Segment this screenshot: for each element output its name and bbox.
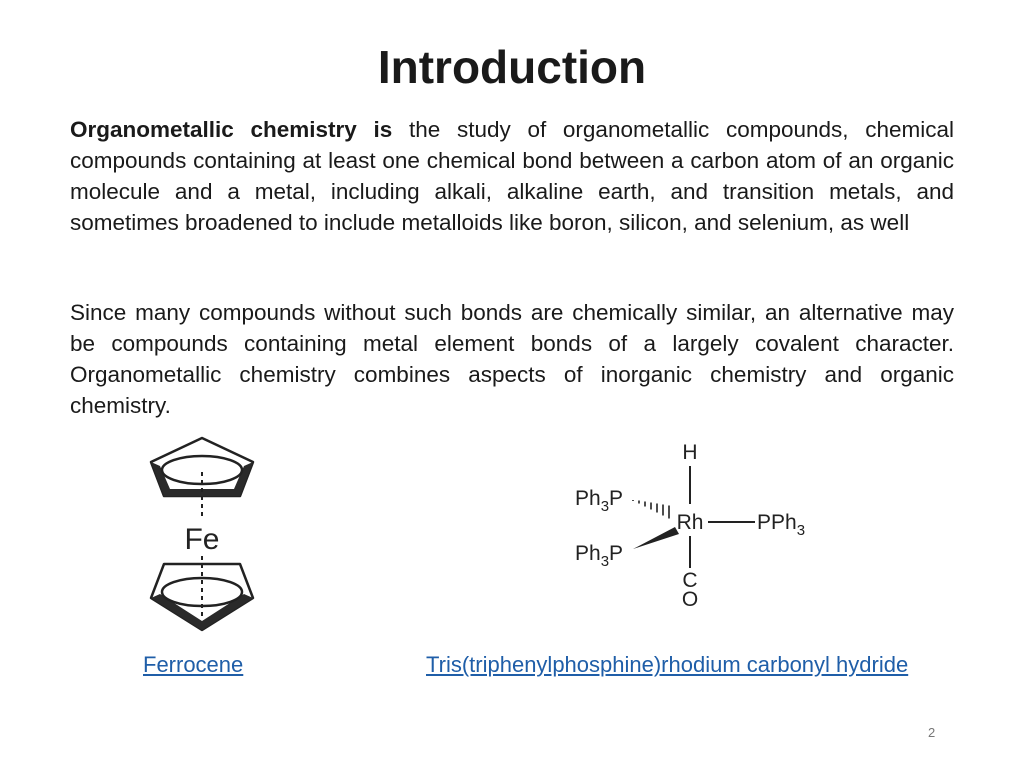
solid-wedge-bond (633, 527, 679, 549)
rhodium-label: Rh (676, 511, 704, 534)
ferrocene-link[interactable]: Ferrocene (143, 652, 244, 677)
intro-paragraph-body: the study of organometallic compounds, chemical compounds containing at least one chemical bond between a carbon atom of an organic molecule and a metal, including alkali, alkaline earth, and transition metals, and sometimes broadened to include metalloids like boron, silicon, and selenium, as well (70, 117, 954, 235)
rhodium-complex-link[interactable]: Tris(triphenylphosphine)rhodium carbonyl hydride (426, 652, 909, 677)
pph3-upper-label: $Ph_3P$ (575, 487, 624, 515)
hashed-wedge-bond (633, 500, 669, 519)
cyclopentadienyl-ring-top (151, 438, 253, 496)
carbon-label: C (682, 569, 698, 592)
ferrocene-structure (140, 432, 265, 637)
page-number: 2 (928, 725, 936, 740)
intro-paragraph (70, 114, 954, 238)
pph3-right-label: PPh$_3$ (757, 511, 806, 539)
hydride-label: H (682, 441, 698, 464)
iron-atom-label: Fe (184, 523, 220, 556)
oxygen-label: O (681, 588, 699, 611)
alternative-definition-paragraph: Since many compounds without such bonds are chemically similar, an alternative may be compounds containing metal element bonds of a largely covalent character. Organometallic chemistry combines aspects of inorganic chemistry and organic chemistry. (70, 300, 954, 418)
intro-paragraph-lead: Organometallic chemistry is (70, 117, 393, 142)
rhodium-complex-structure (565, 432, 815, 612)
slide-title: Introduction (377, 41, 647, 93)
pph3-lower-label: $Ph_3P$ (575, 542, 624, 570)
